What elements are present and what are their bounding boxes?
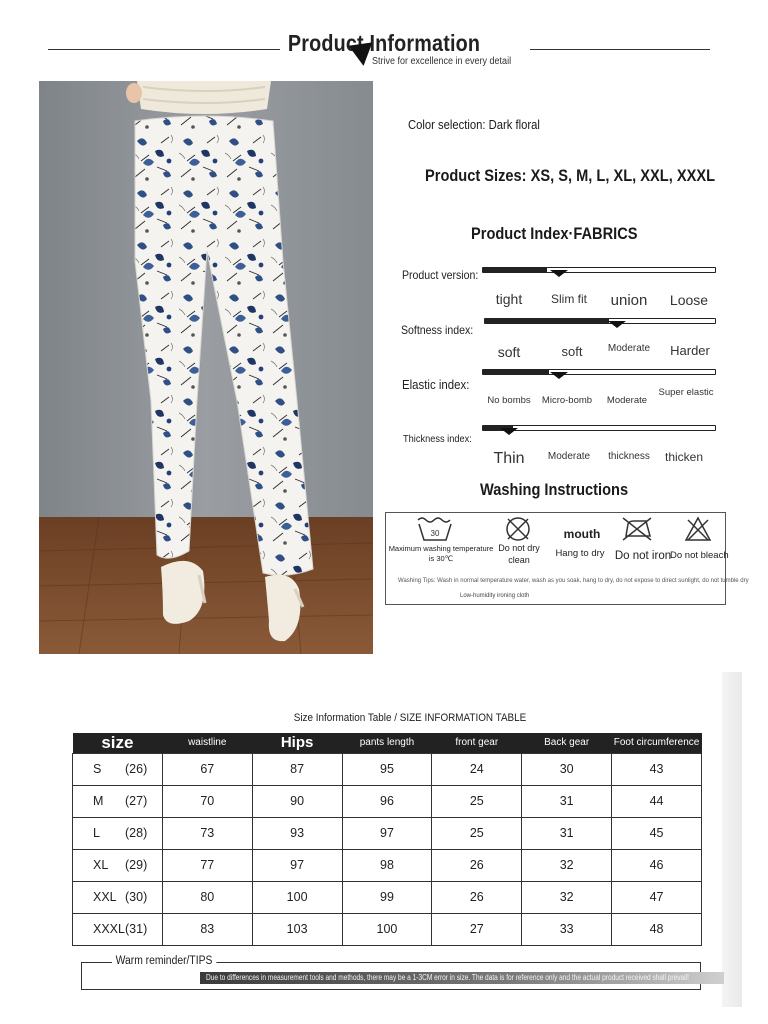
table-cell: 97 bbox=[252, 849, 342, 881]
size-code: XL bbox=[93, 858, 109, 872]
size-code: XXXL bbox=[93, 922, 125, 936]
size-code: M bbox=[93, 794, 104, 808]
size-number: (31) bbox=[125, 922, 148, 936]
table-row bbox=[73, 753, 702, 785]
softness-index-option: Moderate bbox=[607, 343, 651, 354]
softness-index-option: soft bbox=[561, 344, 583, 359]
no-bleach-icon bbox=[684, 516, 712, 542]
thickness-index-label: Thickness index: bbox=[403, 433, 472, 445]
size-cell bbox=[73, 881, 163, 913]
product-index-title: Product Index·FABRICS bbox=[471, 224, 638, 243]
table-row bbox=[73, 785, 702, 817]
table-cell: 96 bbox=[342, 785, 432, 817]
wash-tub-icon bbox=[416, 516, 454, 542]
no-iron-icon bbox=[620, 516, 654, 542]
thickness-index-option: thickness bbox=[608, 451, 650, 462]
elastic-index-option: Super elastic bbox=[658, 387, 714, 398]
table-row bbox=[73, 817, 702, 849]
product-sizes: Product Sizes: XS, S, M, L, XL, XXL, XXXL bbox=[425, 166, 716, 185]
header-subtitle: Strive for excellence in every detail bbox=[372, 56, 512, 67]
table-cell: 48 bbox=[612, 913, 702, 945]
table-cell: 77 bbox=[162, 849, 252, 881]
size-number: (26) bbox=[125, 762, 148, 776]
table-cell: 73 bbox=[162, 817, 252, 849]
size-code: S bbox=[93, 762, 102, 776]
elastic-index-option: Micro-bomb bbox=[541, 395, 593, 406]
table-cell: 103 bbox=[252, 913, 342, 945]
size-number: (28) bbox=[125, 826, 148, 840]
table-cell: 70 bbox=[162, 785, 252, 817]
table-cell: 95 bbox=[342, 753, 432, 785]
table-cell: 80 bbox=[162, 881, 252, 913]
thickness-index-option: thicken bbox=[664, 450, 704, 464]
softness-index-option: Harder bbox=[670, 343, 710, 358]
size-table bbox=[72, 733, 702, 946]
table-row bbox=[73, 849, 702, 881]
washing-instructions-title: Washing Instructions bbox=[480, 480, 629, 499]
table-cell: 44 bbox=[612, 785, 702, 817]
table-cell: 46 bbox=[612, 849, 702, 881]
size-cell bbox=[73, 817, 163, 849]
product-version-option: Loose bbox=[669, 292, 709, 308]
size-number: (30) bbox=[125, 890, 148, 904]
product-version-marker-icon bbox=[550, 270, 568, 277]
color-selection: Color selection: Dark floral bbox=[408, 118, 540, 132]
table-cell: 32 bbox=[522, 849, 612, 881]
table-cell: 30 bbox=[522, 753, 612, 785]
softness-index-option: soft bbox=[497, 344, 521, 360]
table-cell: 31 bbox=[522, 785, 612, 817]
table-cell: 100 bbox=[342, 913, 432, 945]
table-cell: 24 bbox=[432, 753, 522, 785]
wash-temperature-text: 30 bbox=[430, 529, 440, 538]
table-cell: 90 bbox=[252, 785, 342, 817]
table-cell: 97 bbox=[342, 817, 432, 849]
size-code: XXL bbox=[93, 890, 117, 904]
no-dry-clean-icon bbox=[504, 516, 532, 542]
elastic-index-option: Moderate bbox=[606, 395, 648, 406]
elastic-index-scale bbox=[482, 369, 716, 375]
size-cell bbox=[73, 849, 163, 881]
size-code: L bbox=[93, 826, 100, 840]
product-version-option: Slim fit bbox=[551, 292, 587, 306]
wash-label-no-iron: Do not iron bbox=[614, 550, 672, 562]
table-cell: 93 bbox=[252, 817, 342, 849]
table-cell: 25 bbox=[432, 817, 522, 849]
table-cell: 47 bbox=[612, 881, 702, 913]
elastic-index-option: No bombs bbox=[487, 395, 531, 406]
elastic-index-marker-icon bbox=[550, 372, 568, 379]
washing-tip-ironing: Low-humidity ironing cloth bbox=[460, 593, 530, 599]
col-header-waistline: waistline bbox=[162, 733, 252, 753]
size-number: (29) bbox=[125, 858, 148, 872]
col-header-front-gear: front gear bbox=[432, 733, 522, 753]
thickness-index-marker-icon bbox=[500, 428, 518, 435]
product-version-scale bbox=[482, 267, 716, 273]
product-version-label: Product version: bbox=[402, 268, 479, 282]
size-table-header-row bbox=[73, 733, 702, 753]
wash-label-no-bleach: Do not bleach bbox=[670, 550, 729, 561]
col-header-foot-circumference: Foot circumference bbox=[612, 733, 702, 753]
table-cell: 67 bbox=[162, 753, 252, 785]
wash-label-temperature: Maximum washing temperature is 30℃ bbox=[388, 544, 494, 563]
size-cell bbox=[73, 753, 163, 785]
table-row bbox=[73, 881, 702, 913]
softness-index-scale bbox=[484, 318, 716, 324]
table-cell: 25 bbox=[432, 785, 522, 817]
table-cell: 99 bbox=[342, 881, 432, 913]
table-cell: 83 bbox=[162, 913, 252, 945]
table-cell: 43 bbox=[612, 753, 702, 785]
table-cell: 100 bbox=[252, 881, 342, 913]
tips-text: Due to differences in measurement tools and methods, there may be a 1-3CM error in size. The data is for reference only and the actual product received shall prevail! bbox=[206, 973, 689, 982]
tips-label: Warm reminder/TIPS bbox=[112, 955, 216, 967]
header-title: Product Information bbox=[287, 30, 481, 56]
softness-index-marker-icon bbox=[608, 321, 626, 328]
table-cell: 31 bbox=[522, 817, 612, 849]
table-cell: 87 bbox=[252, 753, 342, 785]
table-cell: 26 bbox=[432, 881, 522, 913]
product-photo bbox=[39, 81, 373, 654]
size-cell bbox=[73, 913, 163, 945]
thickness-index-option: Thin bbox=[493, 450, 525, 467]
softness-index-label: Softness index: bbox=[401, 323, 474, 337]
wash-label-hang-dry: Hang to dry bbox=[555, 548, 605, 559]
size-table-caption: Size Information Table / SIZE INFORMATION TABLE bbox=[293, 712, 527, 724]
table-cell: 98 bbox=[342, 849, 432, 881]
washing-tip: Washing Tips: Wash in normal temperature water, wash as you soak, hang to dry, do not expose to direct sunlight, do not tumble dry bbox=[398, 578, 749, 584]
table-cell: 32 bbox=[522, 881, 612, 913]
table-cell: 45 bbox=[612, 817, 702, 849]
col-header-back-gear: Back gear bbox=[522, 733, 612, 753]
thickness-index-option: Moderate bbox=[547, 451, 591, 462]
elastic-index-label: Elastic index: bbox=[402, 377, 470, 392]
col-header-hips: Hips bbox=[252, 733, 342, 753]
product-version-option: union bbox=[610, 292, 648, 309]
wash-label-dry-clean: Do not dry clean bbox=[498, 543, 540, 565]
table-cell: 33 bbox=[522, 913, 612, 945]
table-cell: 26 bbox=[432, 849, 522, 881]
col-header-size: size bbox=[73, 733, 163, 753]
size-number: (27) bbox=[125, 794, 148, 808]
hang-dry-icon: mouth bbox=[563, 527, 601, 541]
size-cell bbox=[73, 785, 163, 817]
col-header-pants-length: pants length bbox=[342, 733, 432, 753]
table-row bbox=[73, 913, 702, 945]
product-version-option: tight bbox=[495, 291, 523, 307]
table-cell: 27 bbox=[432, 913, 522, 945]
